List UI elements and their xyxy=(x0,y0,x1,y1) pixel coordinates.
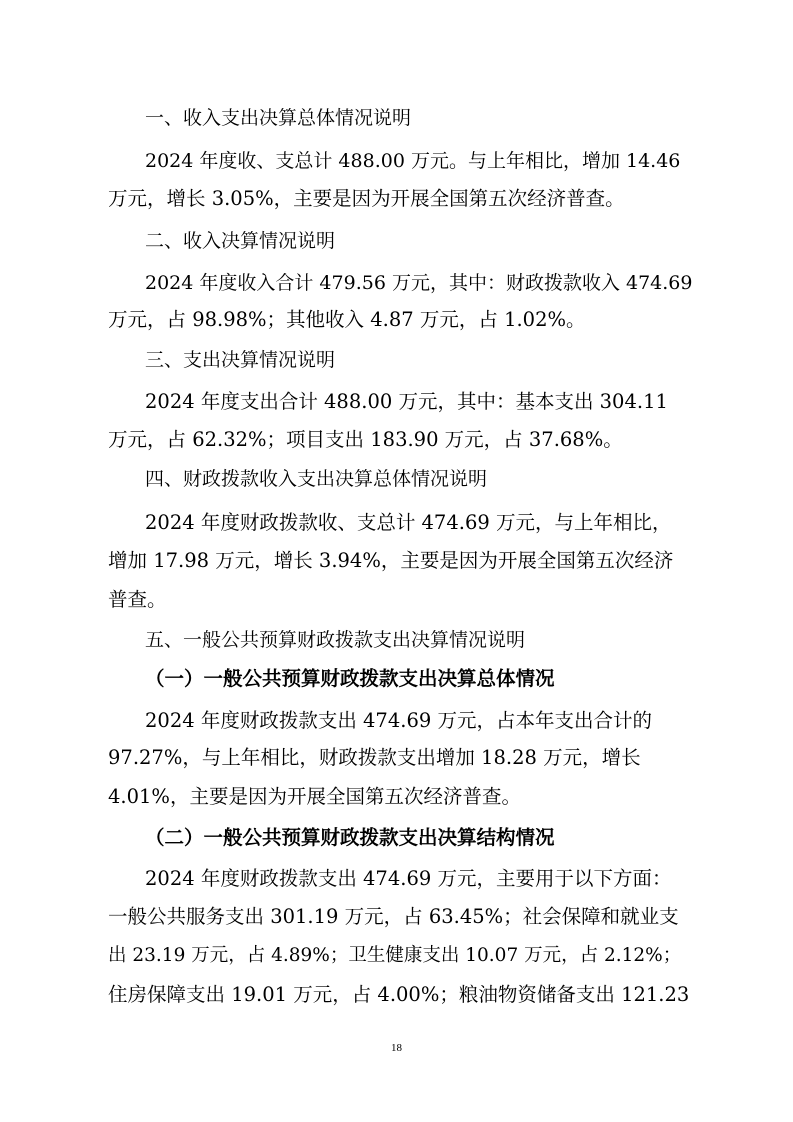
section-heading-3: 三、支出决算情况说明 xyxy=(145,349,336,371)
paragraph-line: 万元，增长 3.05%，主要是因为开展全国第五次经济普查。 xyxy=(108,187,625,210)
subsection-heading-1: （一）一般公共预算财政拨款支出决算总体情况 xyxy=(145,667,555,690)
paragraph-line: 2024 年度收、支总计 488.00 万元。与上年相比，增加 14.46 xyxy=(145,150,681,172)
section-heading-2: 二、收入决算情况说明 xyxy=(145,230,336,252)
section-heading-5: 五、一般公共预算财政拨款支出决算情况说明 xyxy=(145,629,526,651)
paragraph-line: 4.01%，主要是因为开展全国第五次经济普查。 xyxy=(108,785,521,808)
section-heading-1: 一、收入支出决算总体情况说明 xyxy=(145,107,412,129)
page-number: 18 xyxy=(391,1042,402,1054)
paragraph-line: 97.27%，与上年相比，财政拨款支出增加 18.28 万元，增长 xyxy=(108,746,641,769)
paragraph-line: 住房保障支出 19.01 万元，占 4.00%；粮油物资储备支出 121.23 xyxy=(108,983,690,1006)
paragraph-line: 2024 年度财政拨款支出 474.69 万元，占本年支出合计的 xyxy=(145,709,652,732)
paragraph-line: 2024 年度财政拨款收、支总计 474.69 万元，与上年相比， xyxy=(145,511,672,534)
paragraph-line: 2024 年度财政拨款支出 474.69 万元，主要用于以下方面： xyxy=(145,867,672,890)
paragraph-line: 出 23.19 万元，占 4.89%；卫生健康支出 10.07 万元，占 2.12%； xyxy=(108,945,682,966)
paragraph-line: 普查。 xyxy=(108,588,167,611)
paragraph-line: 增加 17.98 万元，增长 3.94%，主要是因为开展全国第五次经济 xyxy=(108,549,674,572)
subsection-heading-2: （二）一般公共预算财政拨款支出决算结构情况 xyxy=(145,826,555,849)
paragraph-line: 2024 年度支出合计 488.00 万元，其中：基本支出 304.11 xyxy=(145,390,668,413)
paragraph-line: 万元，占 98.98%；其他收入 4.87 万元，占 1.02%。 xyxy=(108,308,586,331)
paragraph-line: 2024 年度收入合计 479.56 万元，其中：财政拨款收入 474.69 xyxy=(145,272,693,294)
paragraph-line: 万元，占 62.32%；项目支出 183.90 万元，占 37.68%。 xyxy=(108,428,623,451)
paragraph-line: 一般公共服务支出 301.19 万元，占 63.45%；社会保障和就业支 xyxy=(108,905,679,928)
section-heading-4: 四、财政拨款收入支出决算总体情况说明 xyxy=(145,468,488,490)
